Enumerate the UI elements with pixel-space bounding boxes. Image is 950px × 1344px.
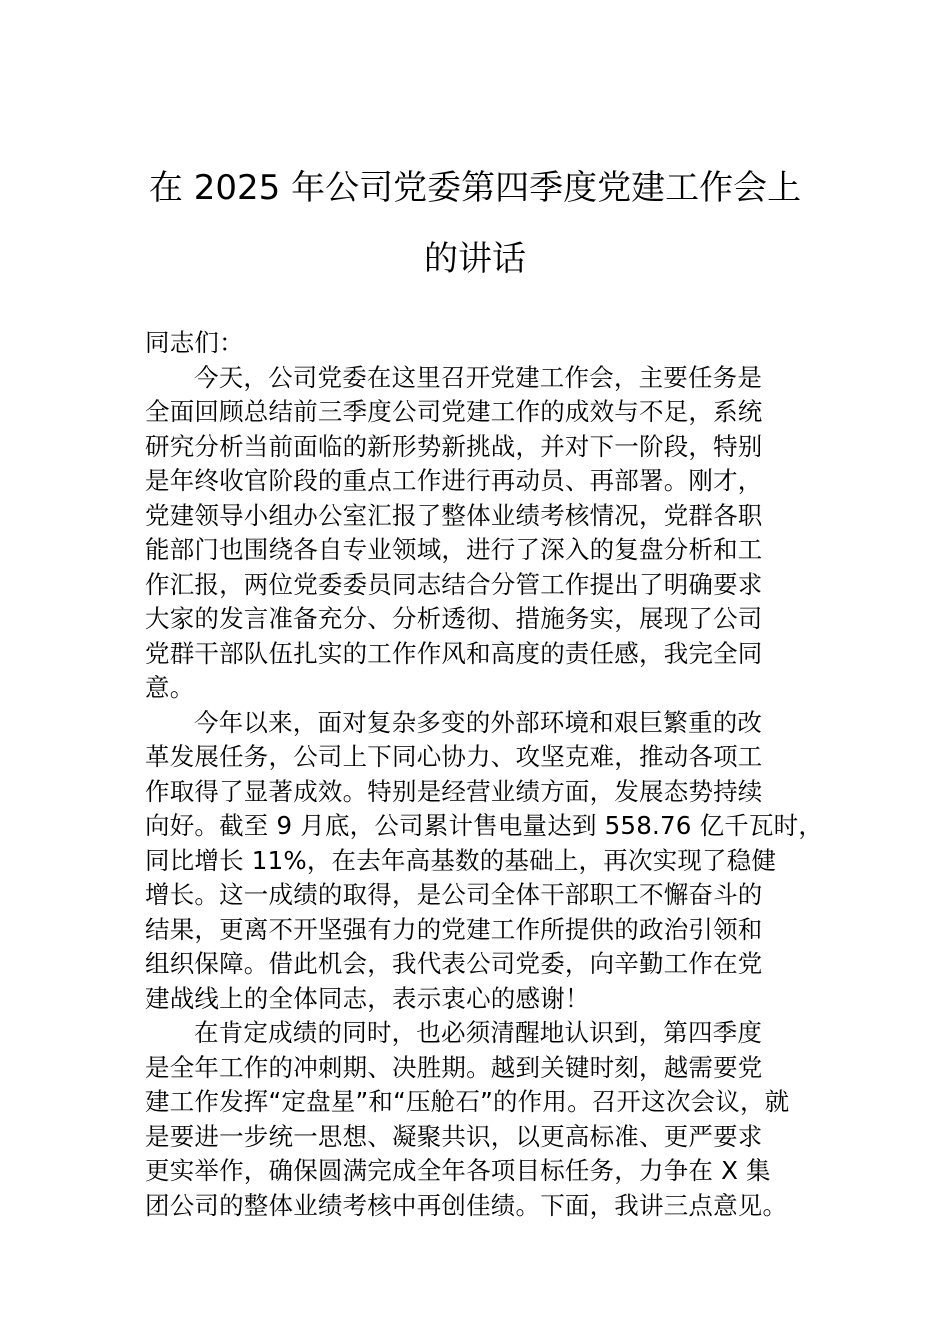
paragraph-2-line: 革发展任务，公司上下同心协力、攻坚克难，推动各项工 xyxy=(145,742,763,771)
paragraph-2-line: 组织保障。借此机会，我代表公司党委，向辛勤工作在党 xyxy=(145,949,763,978)
paragraph-1-line: 全面回顾总结前三季度公司党建工作的成效与不足，系统 xyxy=(145,397,763,426)
paragraph-1-line: 作汇报，两位党委委员同志结合分管工作提出了明确要求 xyxy=(145,569,763,599)
salutation: 同志们： xyxy=(145,328,244,357)
paragraph-3-line: 团公司的整体业绩考核中再创佳绩。下面，我讲三点意见。 xyxy=(145,1190,788,1220)
paragraph-2-line: 作取得了显著成效。特别是经营业绩方面，发展态势持续 xyxy=(145,776,763,806)
document-body xyxy=(145,326,845,1223)
paragraph-3-line: 建工作发挥“定盘星”和“压舱石”的作用。召开这次会议，就 xyxy=(145,1087,790,1116)
paragraph-2-line: 建战线上的全体同志，表示衷心的感谢！ xyxy=(145,983,590,1013)
paragraph-3-line: 在肯定成绩的同时，也必须清醒地认识到，第四季度 xyxy=(194,1018,763,1047)
paragraph-1-line: 今天，公司党委在这里召开党建工作会，主要任务是 xyxy=(194,362,763,392)
paragraph-3-line: 是要进一步统一思想、凝聚共识，以更高标准、更严要求 xyxy=(145,1121,763,1151)
paragraph-1-line: 党建领导小组办公室汇报了整体业绩考核情况，党群各职 xyxy=(145,500,763,530)
document-title-line-2: 的讲话 xyxy=(424,239,526,279)
paragraph-2-line: 今年以来，面对复杂多变的外部环境和艰巨繁重的改 xyxy=(194,707,763,737)
paragraph-1-line: 研究分析当前面临的新形势新挑战，并对下一阶段，特别 xyxy=(145,431,763,461)
document-title-line-1: 在 2025 年公司党委第四季度党建工作会上 xyxy=(148,168,802,208)
paragraph-2-line: 增长。这一成绩的取得，是公司全体干部职工不懈奋斗的 xyxy=(145,880,763,909)
paragraph-1-line: 是年终收官阶段的重点工作进行再动员、再部署。刚才， xyxy=(145,466,763,495)
paragraph-2-line: 向好。截至 9 月底，公司累计售电量达到 558.76 亿千瓦时， xyxy=(145,811,824,840)
paragraph-1-line: 党群干部队伍扎实的工作作风和高度的责任感，我完全同 xyxy=(145,638,763,668)
paragraph-2-line: 同比增长 11%，在去年高基数的基础上，再次实现了稳健 xyxy=(145,845,777,875)
paragraph-1-line: 意。 xyxy=(145,673,195,702)
paragraph-2-line: 结果，更离不开坚强有力的党建工作所提供的政治引领和 xyxy=(145,914,763,944)
paragraph-3-line: 更实举作，确保圆满完成全年各项目标任务，力争在 X 集 xyxy=(145,1156,771,1185)
paragraph-1-line: 大家的发言准备充分、分析透彻、措施务实，展现了公司 xyxy=(145,604,763,633)
paragraph-1-line: 能部门也围绕各自专业领域，进行了深入的复盘分析和工 xyxy=(145,535,763,564)
paragraph-3-line: 是全年工作的冲刺期、决胜期。越到关键时刻，越需要党 xyxy=(145,1052,763,1082)
